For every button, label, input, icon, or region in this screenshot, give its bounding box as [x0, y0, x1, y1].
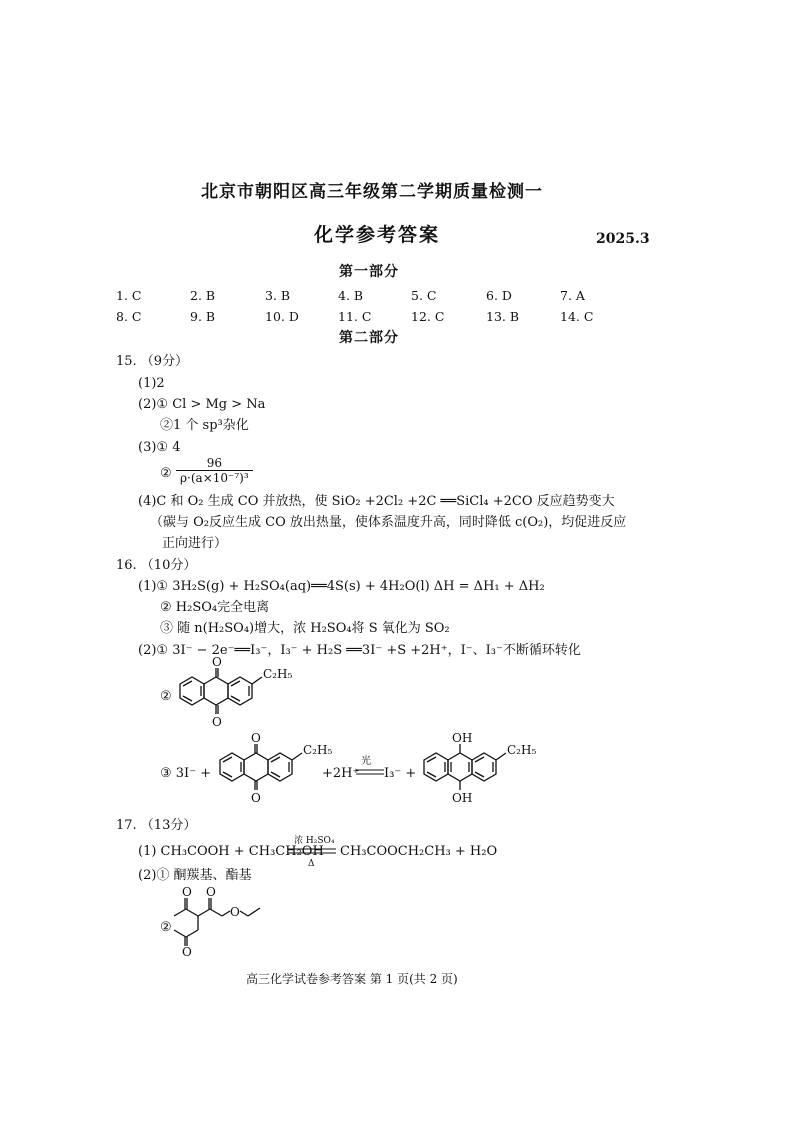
mc-answer: 3. B: [265, 288, 291, 303]
ethylanthraquinone-structure: [174, 655, 314, 732]
q16-header: 16. （10分）: [116, 558, 197, 573]
q17-header: 17. （13分）: [116, 818, 197, 833]
carbonyl-o-top: O: [212, 655, 222, 669]
page-footer: 高三化学试卷参考答案 第 1 页(共 2 页): [246, 972, 458, 986]
ethyl-label: C₂H₅: [303, 743, 333, 757]
part1-heading: 第一部分: [339, 264, 399, 280]
mc-answer: 5. C: [411, 288, 437, 303]
density-fraction: [176, 456, 253, 486]
q16-answer-2-2-label: ②: [160, 689, 172, 704]
q15-answer-2-2: ②1 个 sp³杂化: [160, 418, 249, 433]
q17-answer-2-1: (2)① 酮羰基、酯基: [138, 868, 252, 883]
anthracenediol-product: [418, 731, 568, 814]
q15-answer-4-line2: （碳与 O₂反应生成 CO 放出热量，使体系温度升高，同时降低 c(O₂)，均促进反应: [150, 515, 627, 530]
ketone-o-bottom: O: [182, 945, 192, 959]
q15-header: 15. （9分）: [116, 354, 189, 369]
q16-answer-2-3-label: ③ 3I⁻ +: [160, 766, 212, 781]
equilibrium-arrow: [356, 768, 386, 776]
ethyl-label: C₂H₅: [263, 667, 293, 681]
mc-answer: 11. C: [338, 309, 372, 324]
carbonyl-o-bottom: O: [212, 715, 222, 729]
q17-condition-top: 浓 H₂SO₄: [294, 836, 335, 846]
mc-answer: 1. C: [116, 288, 142, 303]
mc-answer: 8. C: [116, 309, 142, 324]
fraction-denominator: ρ·(a×10⁻⁷)³: [180, 471, 249, 485]
q15-answer-2-1: (2)① Cl > Mg > Na: [138, 397, 266, 412]
mc-answer: 7. A: [560, 288, 585, 303]
mc-answer: 14. C: [560, 309, 594, 324]
q16-i3-plus: I₃⁻ +: [384, 766, 417, 781]
q16-answer-2-1: (2)① 3I⁻ − 2e⁻══I₃⁻，I₃⁻ + H₂S ══3I⁻ +S +2H⁺，I⁻、I₃⁻不断循环转化: [138, 643, 581, 658]
mc-answer: 2. B: [190, 288, 216, 303]
fraction-numerator: 96: [206, 456, 222, 470]
mc-answer: 10. D: [265, 309, 299, 324]
ester-carbonyl-o: O: [206, 885, 216, 899]
exam-date: 2025.3: [596, 231, 650, 247]
mc-answer: 9. B: [190, 309, 216, 324]
carbonyl-o-bottom: O: [251, 791, 261, 805]
q15-answer-4-line3: 正向进行）: [162, 536, 228, 551]
q17-condition-bottom: Δ: [308, 859, 315, 869]
q15-answer-3-2-label: ②: [160, 466, 172, 481]
q15-answer-4-line1: (4)C 和 O₂ 生成 CO 并放热，使 SiO₂ +2Cl₂ +2C ══SiCl₄ +2CO 反应趋势变大: [138, 494, 615, 509]
mc-answer: 13. B: [486, 309, 520, 324]
light-condition: 光: [361, 756, 371, 767]
page-title: 北京市朝阳区高三年级第二学期质量检测一: [201, 182, 543, 202]
ketone-o: O: [182, 885, 192, 899]
q16-answer-1-3: ③ 随 n(H₂SO₄)增大，浓 H₂SO₄将 S 氧化为 SO₂: [160, 621, 450, 636]
q15-answer-1: (1)2: [138, 376, 165, 391]
page-subtitle: 化学参考答案: [314, 224, 441, 246]
ethyl-label: C₂H₅: [507, 743, 537, 757]
mc-answer: 6. D: [486, 288, 512, 303]
q17-answer-1-right: CH₃COOCH₂CH₃ + H₂O: [340, 844, 498, 859]
part2-heading: 第二部分: [339, 330, 399, 346]
q17-answer-2-2-label: ②: [160, 920, 172, 935]
ester-o: O: [230, 905, 240, 919]
q17-answer-1-left: (1) CH₃COOH + CH₃CH₂OH: [138, 844, 324, 859]
mc-answer: 12. C: [411, 309, 445, 324]
mc-answer: 4. B: [338, 288, 364, 303]
hydroxyl-bottom: OH: [452, 791, 473, 805]
q15-answer-3-1: (3)① 4: [138, 440, 181, 455]
hydroxyl-top: OH: [452, 731, 473, 745]
q16-plus-h: +2H⁺: [322, 766, 360, 781]
carbonyl-o-top: O: [251, 731, 261, 745]
diketo-ester-structure: [172, 885, 282, 959]
q16-answer-1-2: ② H₂SO₄完全电离: [160, 600, 270, 615]
esterification-arrow: [288, 847, 338, 855]
q16-answer-1-1: (1)① 3H₂S(g) + H₂SO₄(aq)══4S(s) + 4H₂O(l) ΔH = ΔH₁ + ΔH₂: [138, 579, 545, 594]
